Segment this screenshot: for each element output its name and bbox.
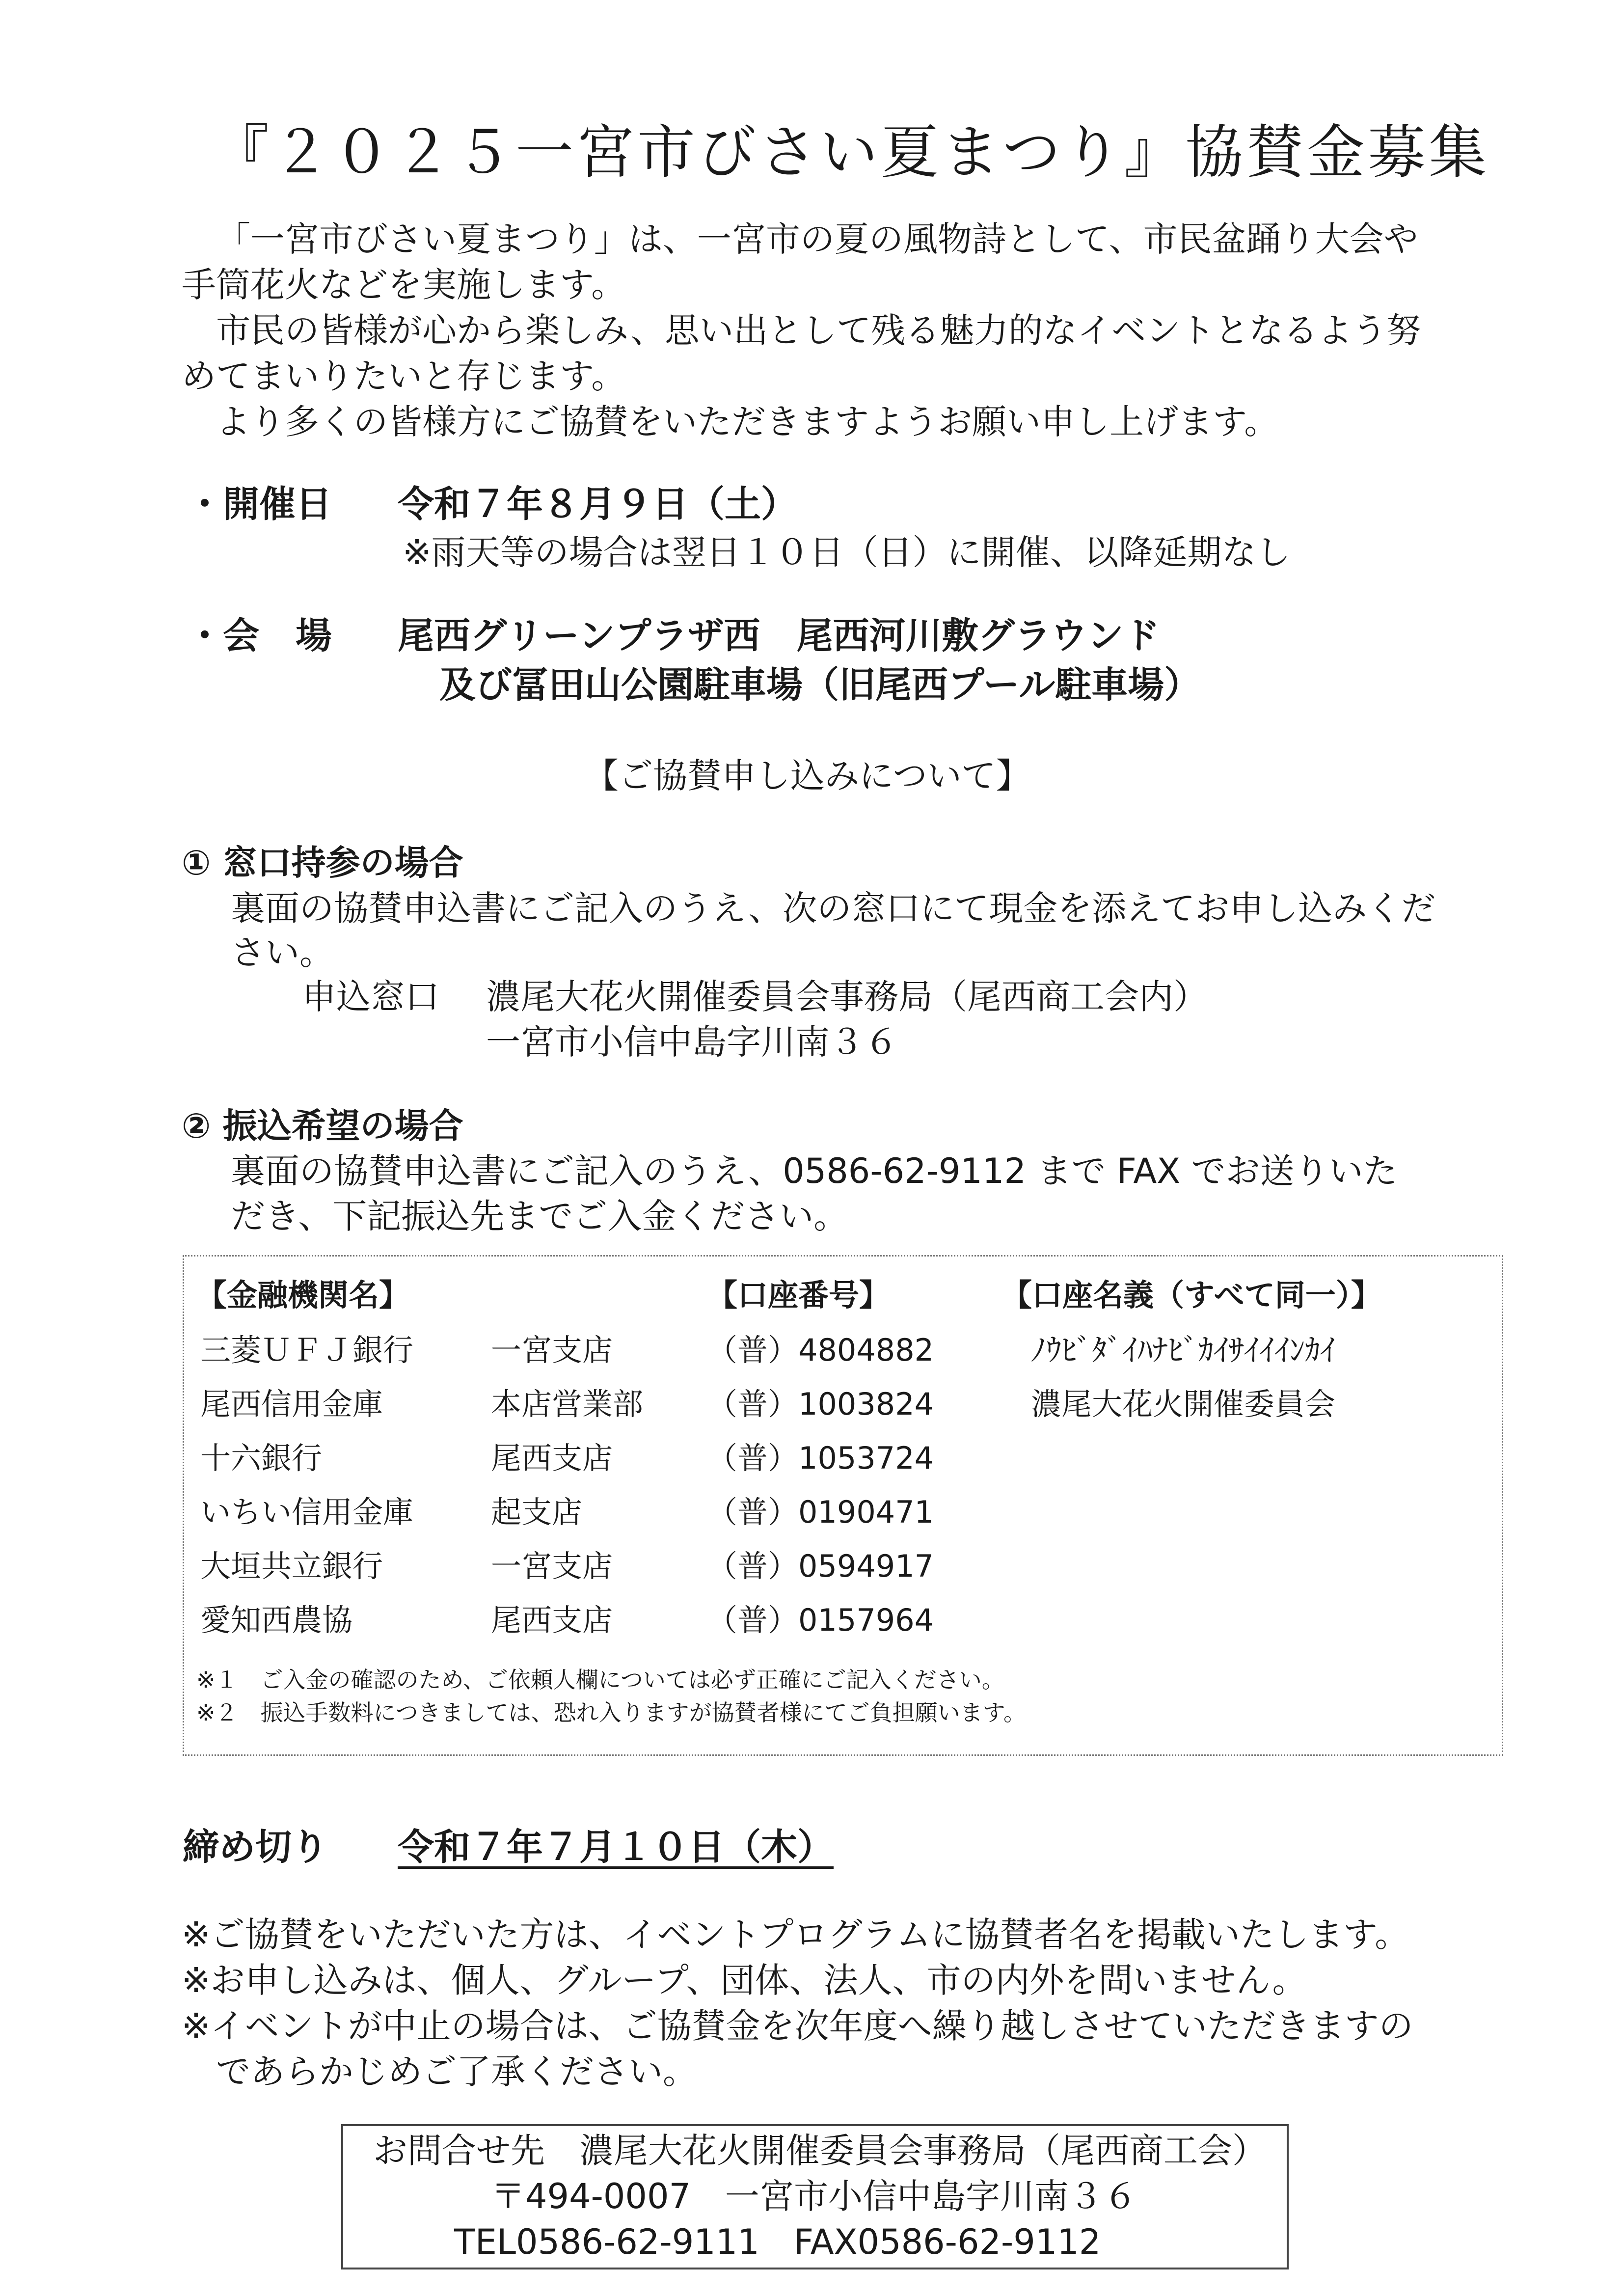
row-branch: 一宮支店 (491, 1548, 613, 1584)
option1-line-2: さい。 (231, 932, 334, 973)
venue-line-1: 尾西グリーンプラザ西 尾西河川敷グラウンド (398, 615, 1160, 657)
row-bank: 尾西信用金庫 (200, 1386, 383, 1422)
deadline-label: 締め切り (183, 1826, 328, 1868)
intro-line-4: めてまいりたいと存じます。 (182, 356, 626, 396)
option1-heading: ① 窓口持参の場合 (182, 843, 463, 883)
row-number: （普）4804882 (707, 1332, 934, 1368)
note-2: ※お申し込みは、個人、グループ、団体、法人、市の内外を問いません。 (182, 1960, 1307, 2000)
row-bank: 十六銀行 (200, 1440, 323, 1476)
row-bank: 大垣共立銀行 (200, 1548, 383, 1584)
account-name-kanji: 濃尾大花火開催委員会 (1031, 1386, 1336, 1422)
account-name-kana: ﾉｳﾋﾞﾀﾞｲﾊﾅﾋﾞｶｲｻｲｲｲﾝｶｲ (1031, 1332, 1336, 1368)
row-bank: 三菱ＵＦＪ銀行 (200, 1332, 414, 1368)
deadline-value: 令和７年７月１０日（木） (398, 1826, 834, 1868)
row-branch: 尾西支店 (491, 1440, 613, 1476)
page-title: 『２０２５一宮市びさい夏まつり』協賛金募集 (211, 118, 1490, 186)
row-branch: 本店営業部 (491, 1386, 644, 1422)
option2-line-2: だき、下記振込先までご入金ください。 (231, 1196, 848, 1236)
row-branch: 一宮支店 (491, 1332, 613, 1368)
event-date-label: ・開催日 (187, 483, 332, 525)
row-number: （普）0594917 (707, 1548, 934, 1584)
option1-window-name: 濃尾大花火開催委員会事務局（尾西商工会内） (486, 977, 1208, 1017)
row-number: （普）1053724 (707, 1440, 934, 1476)
row-number: （普）1003824 (707, 1386, 934, 1422)
intro-line-2: 手筒花火などを実施します。 (182, 265, 626, 305)
note-3: ※イベントが中止の場合は、ご協賛金を次年度へ繰り越しさせていただきますの (182, 2006, 1413, 2046)
intro-line-5: より多くの皆様方にご協賛をいただきますようお願い申し上げます。 (216, 402, 1279, 442)
option1-window-label: 申込窓口 (302, 977, 439, 1017)
header-account-name: 【口座名義（すべて同一）】 (1001, 1277, 1381, 1313)
section-heading: 【ご協賛申し込みについて】 (584, 756, 1030, 796)
row-number: （普）0157964 (707, 1602, 934, 1638)
table-note-1: ※１ ご入金の確認のため、ご依頼人欄については必ず正確にご記入ください。 (196, 1667, 1004, 1693)
event-date-note: ※雨天等の場合は翌日１０日（日）に開催、以降延期なし (403, 532, 1291, 573)
intro-line-1: 「一宮市びさい夏まつり」は、一宮市の夏の風物詩として、市民盆踊り大会や (216, 219, 1418, 259)
table-note-2: ※２ 振込手数料につきましては、恐れ入りますが協賛者様にてご負担願います。 (196, 1699, 1026, 1726)
option2-heading: ② 振込希望の場合 (182, 1106, 463, 1146)
row-branch: 尾西支店 (491, 1602, 613, 1638)
contact-line-2: 〒494-0007 一宮市小信中島字川南３６ (491, 2176, 1138, 2216)
row-bank: 愛知西農協 (200, 1602, 353, 1638)
header-institution: 【金融機関名】 (196, 1277, 410, 1313)
header-account-number: 【口座番号】 (707, 1277, 890, 1313)
option2-line-1: 裏面の協賛申込書にご記入のうえ、0586-62-9112 まで FAX でお送りいた (231, 1151, 1398, 1191)
row-branch: 起支店 (491, 1494, 583, 1530)
option1-window-address: 一宮市小信中島字川南３６ (486, 1022, 898, 1062)
row-bank: いちい信用金庫 (200, 1494, 414, 1530)
intro-line-3: 市民の皆様が心から楽しみ、思い出として残る魅力的なイベントとなるよう努 (216, 310, 1421, 351)
contact-line-3: TEL0586-62-9111 FAX0586-62-9112 (454, 2222, 1101, 2262)
note-4: であらかじめご了承ください。 (182, 2051, 697, 2092)
row-number: （普）0190471 (707, 1494, 934, 1530)
event-date-value: 令和７年８月９日（土） (398, 483, 797, 525)
option1-line-1: 裏面の協賛申込書にご記入のうえ、次の窓口にて現金を添えてお申し込みくだ (231, 888, 1436, 929)
contact-line-1: お問合せ先 濃尾大花火開催委員会事務局（尾西商工会） (373, 2131, 1267, 2171)
venue-line-2: 及び冨田山公園駐車場（旧尾西プール駐車場） (439, 664, 1201, 706)
note-1: ※ご協賛をいただいた方は、イベントプログラムに協賛者名を掲載いたします。 (182, 1914, 1409, 1955)
venue-label: ・会 場 (187, 615, 332, 657)
